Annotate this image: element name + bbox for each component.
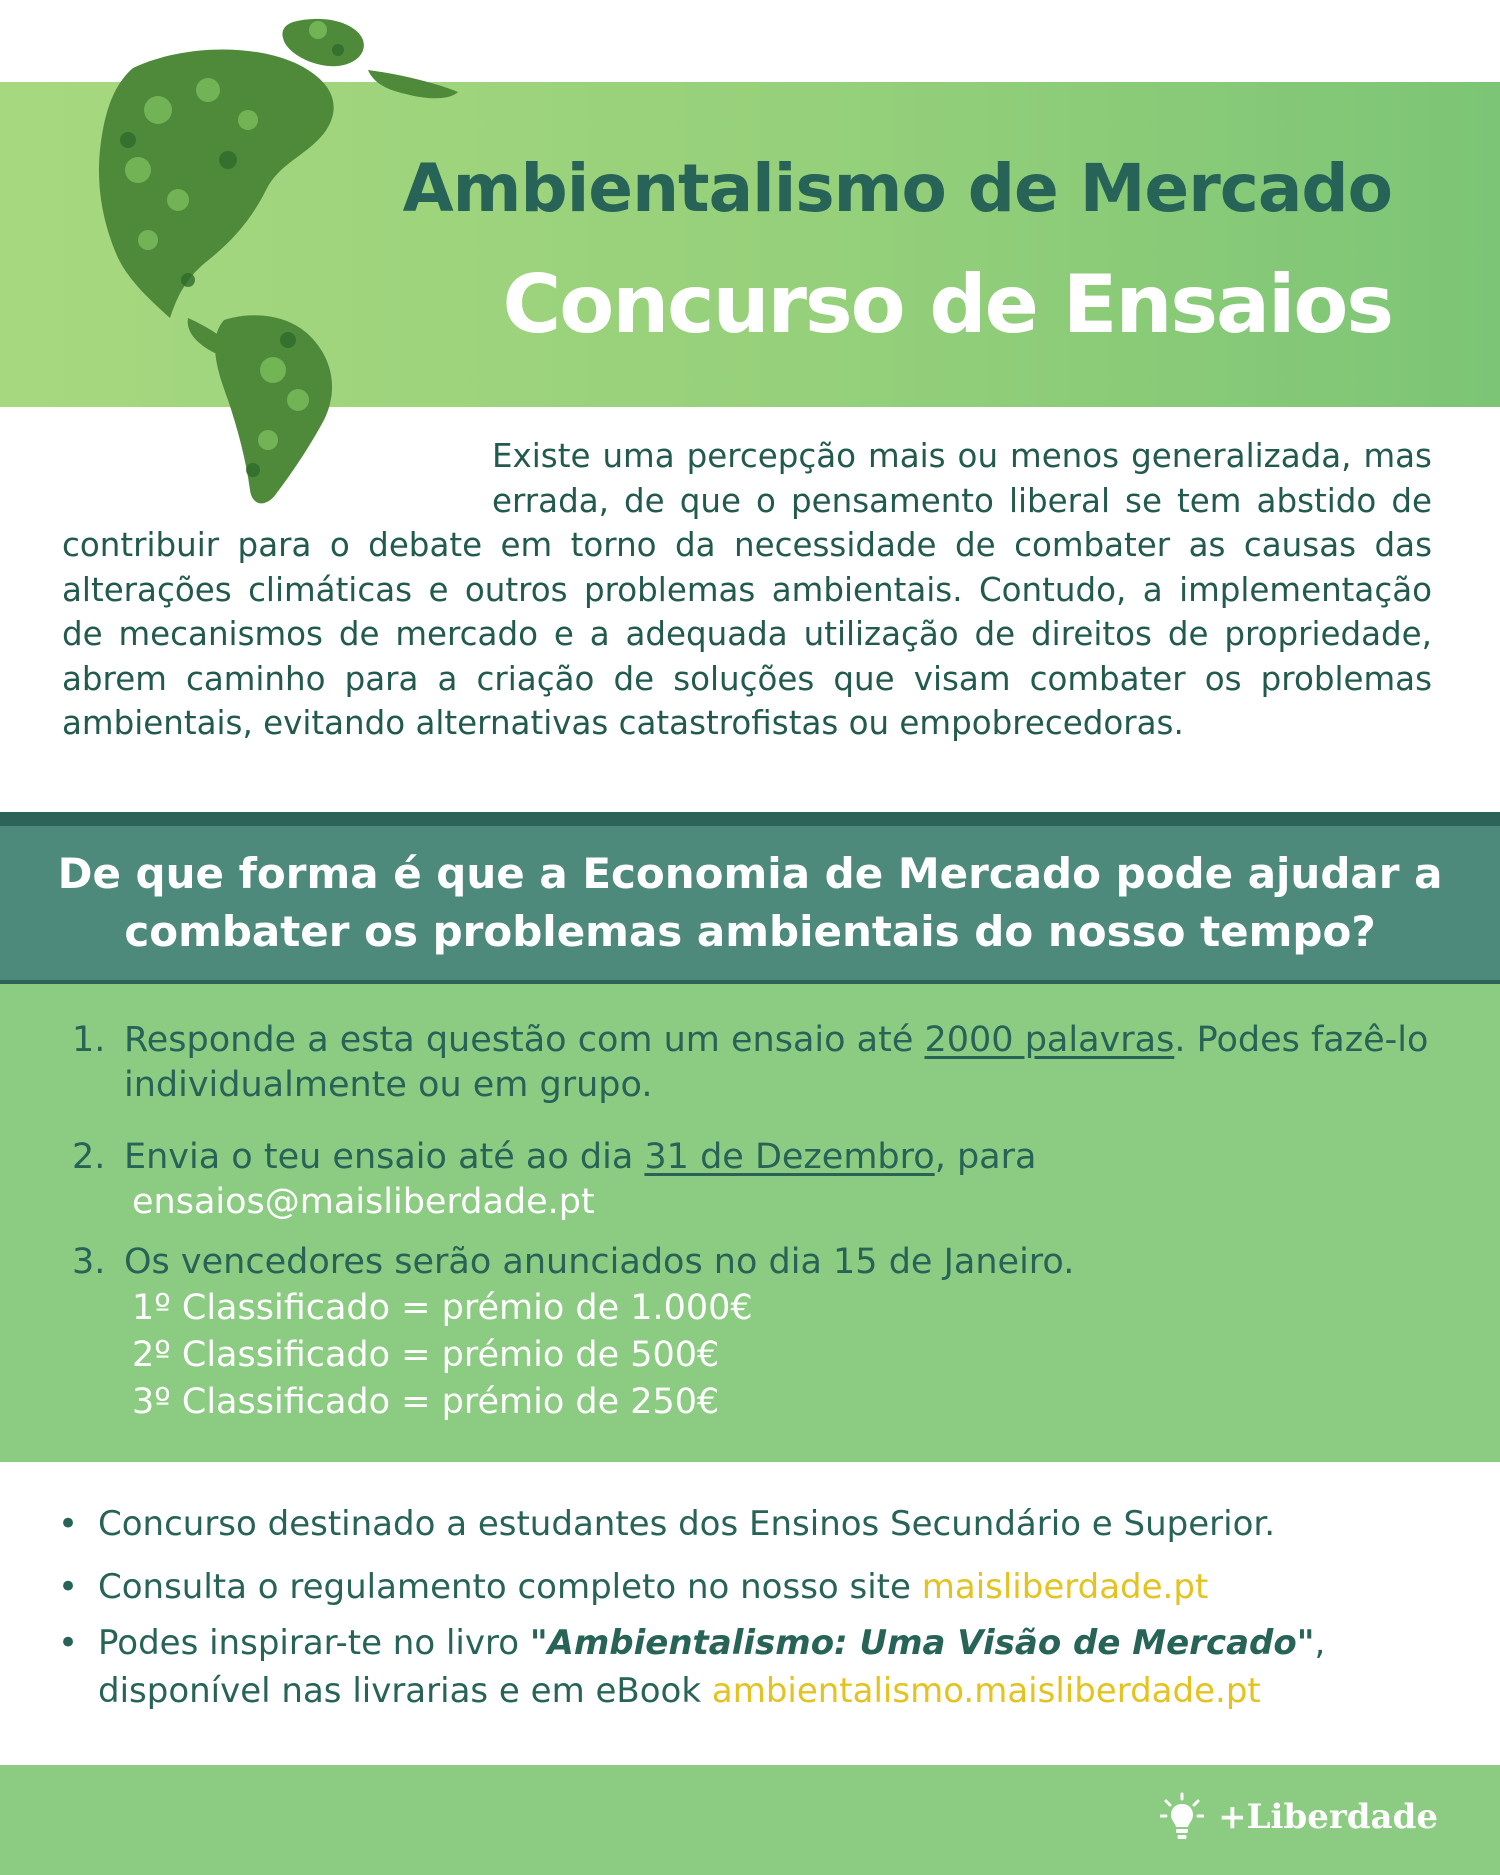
prize-first: 1º Classificado = prémio de 1.000€: [132, 1288, 753, 1328]
question-text: De que forma é que a Economia de Mercado pode ajudar a combater os problemas ambientais do nosso tempo?: [57, 849, 1443, 956]
intro-paragraph: Existe uma percepção mais ou menos generalizada, mas errada, de que o pensamento liberal se tem abstido de contribuir para o debate em torno da necessidade de combater as causas das alterações climáticas e outros problemas ambientais. Contudo, a implementação de mecanismos de mercado e a adequada utilização de direitos de propriedade, abrem caminho para a criação de soluções que visam combater os problemas ambientais, evitando alternativas catastrofistas ou empobrecedoras.: [62, 437, 1432, 742]
step-text: Envia o teu ensaio até ao dia: [124, 1137, 645, 1177]
title-line-2: Concurso de Ensaios: [502, 258, 1392, 351]
note-text: Podes inspirar-te no livro: [98, 1623, 519, 1663]
step-3: [72, 1240, 1452, 1426]
note-regulation: [58, 1563, 1478, 1611]
step-2: [72, 1135, 1452, 1225]
bullet-icon: •: [58, 1623, 79, 1663]
note-text: Concurso destinado a estudantes dos Ensinos Secundário e Superior.: [98, 1504, 1276, 1544]
step-number: 2.: [72, 1137, 106, 1177]
note-text: Consulta o regulamento completo no nosso site: [98, 1567, 911, 1607]
lightbulb-icon: [1160, 1792, 1204, 1842]
brand-name: +Liberdade: [1218, 1797, 1438, 1837]
brand-logo: [1160, 1792, 1438, 1842]
step-text: , para: [934, 1137, 1037, 1177]
ebook-link[interactable]: ambientalismo.maisliberdade.pt: [711, 1671, 1261, 1711]
book-title: "Ambientalismo: Uma Visão de Mercado": [529, 1623, 1315, 1663]
bullet-icon: •: [58, 1504, 79, 1544]
question-band: [0, 812, 1500, 984]
step-number: 3.: [72, 1242, 106, 1282]
note-audience: [58, 1500, 1478, 1548]
step-text: . Podes fazê-lo individualmente ou em grupo.: [124, 1020, 1429, 1105]
step-1: [72, 1018, 1452, 1108]
site-link[interactable]: maisliberdade.pt: [921, 1567, 1209, 1607]
prize-second: 2º Classificado = prémio de 500€: [132, 1335, 720, 1375]
bullet-icon: •: [58, 1567, 79, 1607]
prize-third: 3º Classificado = prémio de 250€: [132, 1382, 720, 1422]
step-number: 1.: [72, 1020, 106, 1060]
step-text: Responde a esta questão com um ensaio até: [124, 1020, 925, 1060]
notes-list: [58, 1500, 1478, 1715]
note-book: [58, 1619, 1478, 1715]
title-line-1: Ambientalismo de Mercado: [402, 150, 1392, 227]
note-text: , disponível nas livrarias e em eBook: [98, 1623, 1326, 1711]
submission-email[interactable]: ensaios@maisliberdade.pt: [132, 1182, 595, 1222]
step-text: Os vencedores serão anunciados no dia 15 de Janeiro.: [124, 1242, 1075, 1282]
deadline-highlight: 31 de Dezembro: [644, 1137, 935, 1177]
word-limit-highlight: 2000 palavras: [924, 1020, 1175, 1060]
